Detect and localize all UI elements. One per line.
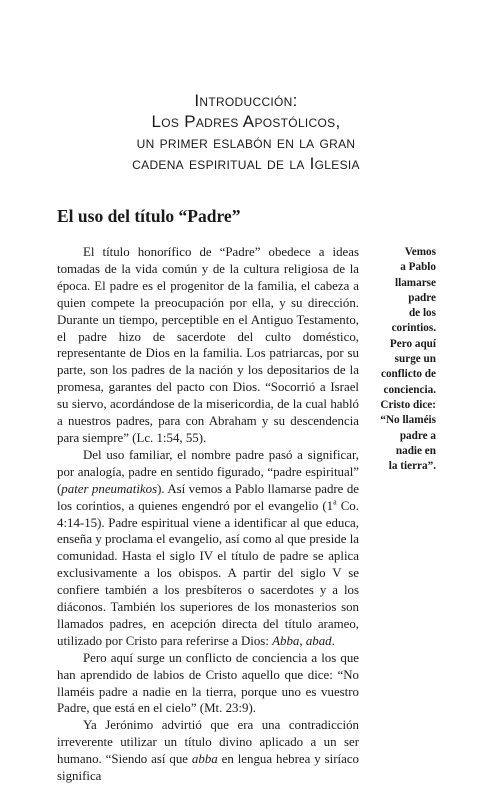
chapter-title-line-3: un primer eslabón en la gran [136,133,356,152]
margin-note-line: Cristo dice: [380,398,436,411]
chapter-title-line-1: Introducción: [194,91,298,110]
body-text [57,244,359,785]
paragraph-2-text-a: Del uso familiar, el nombre padre pasó a significar, por analogía, padre en sentido figurado, “padre espiritual” ( [57,447,359,496]
margin-note-line: la tierra”. [388,460,436,473]
margin-note-line: conciencia. [383,383,436,396]
margin-note-line: corintios. [391,322,436,335]
margin-note [368,245,436,474]
paragraph-2-superscript: a [333,497,337,507]
margin-note-line: surge un [394,353,436,366]
chapter-title-line-4: cadena espiritual de la Iglesia [132,154,360,173]
paragraph-4 [57,717,359,785]
paragraph-2-text-b: ). Así vemos a Pablo llamarse padre de los corintios, a quienes engendró por el evangelio (1 [57,481,359,513]
margin-note-line: padre [408,291,436,304]
paragraph-2-italic-3: abad [305,633,332,648]
paragraph-2-text-e: . [331,633,335,648]
margin-note-line: conflicto de [381,368,436,381]
margin-note-line: nadie en [395,444,436,457]
paragraph-1: El título honorífico de “Padre” obedece a ideas tomadas de la vida común y de la cultura religiosa de la época. El padre es el progenitor de la familia, el cabeza a quien compete la preocupación por ella, y su dirección. Durante un tiempo, perceptible en el Antiguo Testamento, el padre hizo de sacerdote del culto doméstico, representante de Dios en la familia. Los patriarcas, por su parte, son los padres de la nación y los depositarios de la promesa, garantes del pacto con Dios. “Socorrió a Israel su siervo, acordándose de la misericordia, de la cual habló a nuestros padres, para con Abraham y su descendencia para siempre” (Lc. 1:54, 55). [57,245,359,445]
chapter-title [30,90,462,174]
margin-note-line: “No llaméis [380,414,436,427]
margin-note-line: Vemos [404,246,436,258]
margin-note-line: llamarse [394,276,436,289]
paragraph-3: Pero aquí surge un conflicto de conciencia a los que han aprendido de labios de Cristo aquello que dice: “No llaméis padre a nadie en la tierra, porque uno es vuestro Padre, que está en el cielo” (Mt. 23:9). [57,650,359,716]
paragraph-2-italic-2: Abba [272,633,300,648]
paragraph-4-italic: abba [191,752,218,767]
paragraph-4-text-a: Ya Jerónimo advirtió que era una contradicción irreverente utilizar un título divino aplicado a un ser humano. “Siendo así que [57,718,359,767]
margin-note-line: a Pablo [400,261,436,274]
paragraph-2 [57,447,359,650]
chapter-title-line-2: Los Padres Apostólicos, [151,112,341,131]
paragraph-2-text-d: , [299,633,306,648]
paragraph-2-text-c: Co. 4:14-15). Padre espiritual viene a identificar al que educa, enseña y proclama el evangelio, así como al que preside la comunidad. Hasta el siglo IV el título de padre se aplica exclusivamente a los obispos. A partir del siglo V se confiere también a los presbíteros o sacerdotes y a los diáconos. También los superiores de los monasterios son llamados padres, en acepción directa del título arameo, utilizado por Cristo para referirse a Dios: [57,498,359,648]
section-heading: El uso del título “Padre” [57,206,241,226]
paragraph-4-text-b: en lengua hebrea y siríaco significa [57,752,360,784]
margin-note-line: Pero aquí [389,337,436,350]
margin-note-line: padre a [399,429,436,442]
paragraph-2-italic-1: pater pneumatikos [61,481,158,496]
margin-note-line: de los [408,307,436,320]
